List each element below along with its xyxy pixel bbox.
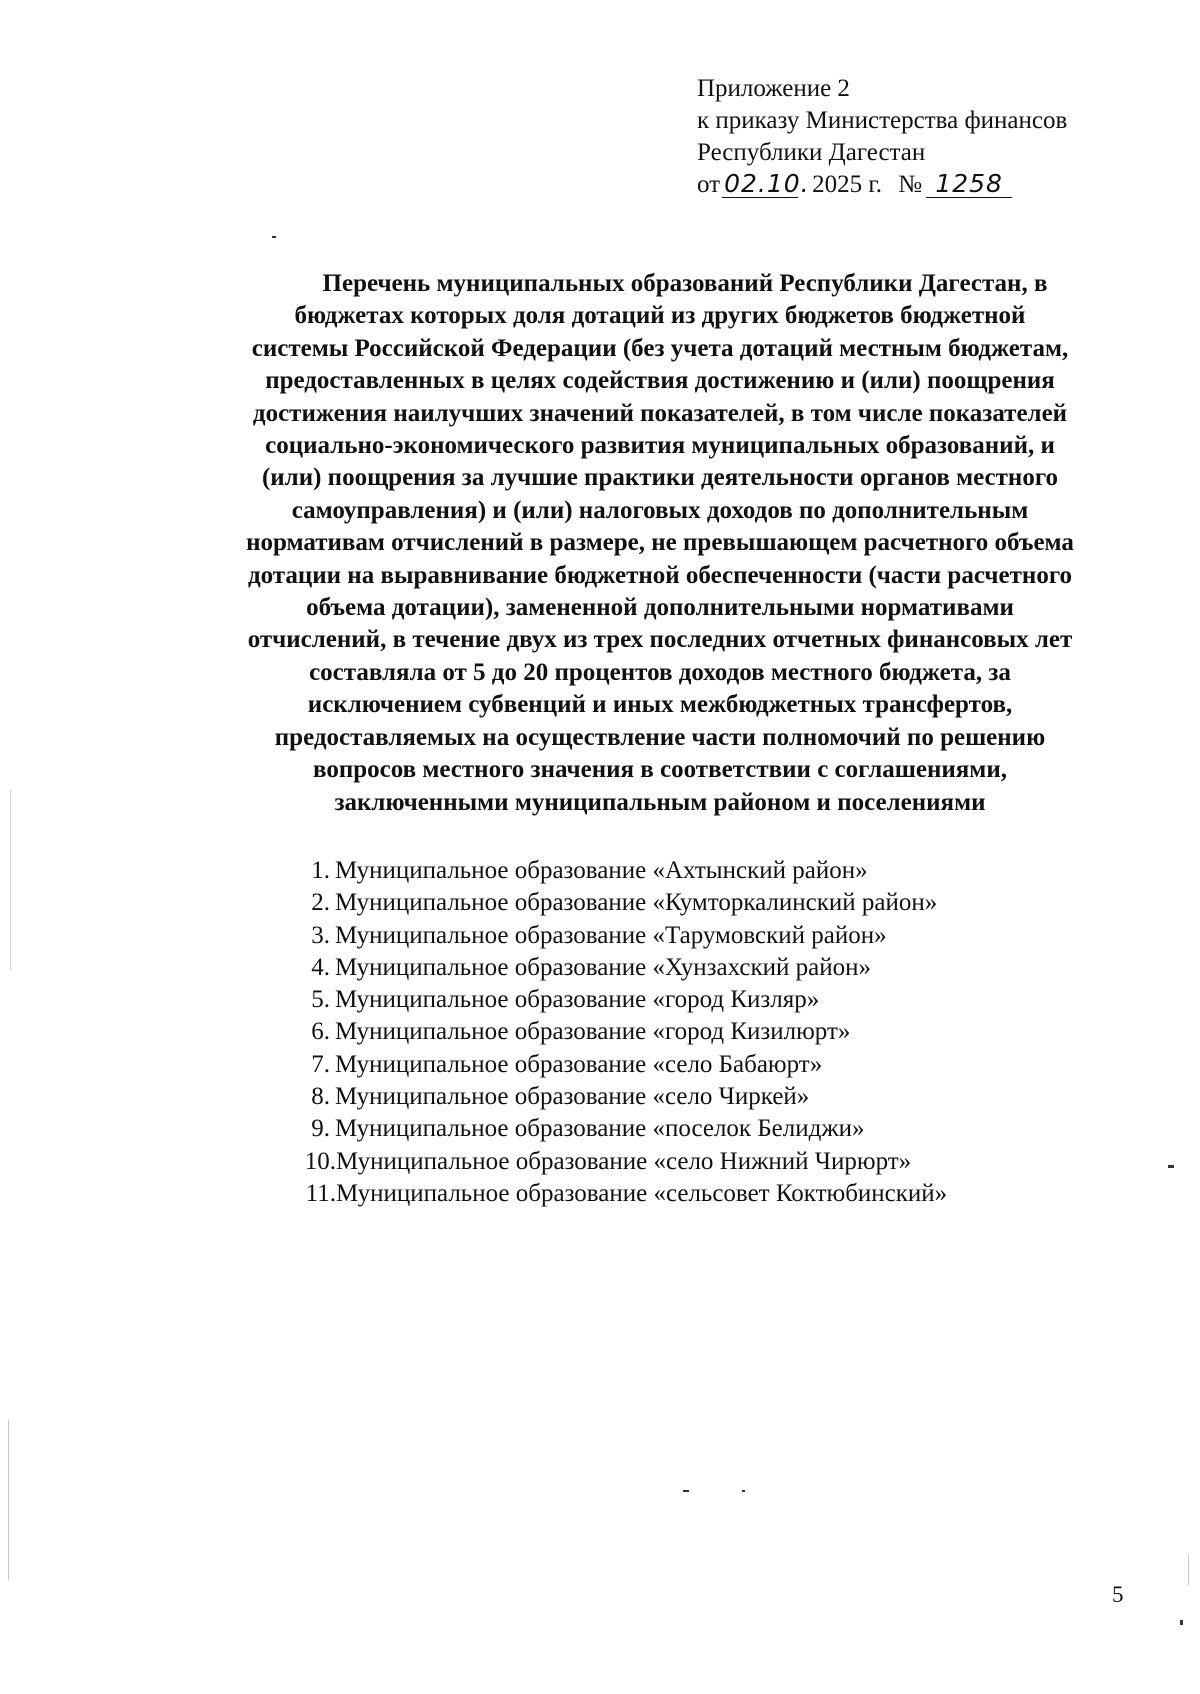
list-item [300,984,1160,1016]
list-item-text: Муниципальное образование «Кумторкалинский район» [335,889,938,917]
appendix-title: Приложение 2 [697,75,850,102]
handwritten-order-number: 1258 [926,171,1012,198]
title-line: вопросов местного значения в соответствии с соглашениями, [313,756,1007,784]
page-number: 5 [1112,1582,1124,1607]
list-item-number: 10. [304,1147,336,1175]
list-item-text: Муниципальное образование «Хунзахский район» [335,953,872,981]
list-item [300,1016,1160,1048]
list-item [300,855,1160,887]
list-item-text: Муниципальное образование «село Нижний Чирюрт» [336,1147,912,1175]
appendix-date-line [697,169,1157,201]
list-item-number: 4. [311,953,330,981]
list-item-number: 2. [311,889,330,917]
title-line: самоуправления) и (или) налоговых доходов по дополнительным [291,496,1029,524]
title-line: (или) поощрения за лучшие практики деятельности органов местного [261,464,1059,492]
number-sign: № [898,171,923,198]
scan-edge-line [8,1420,9,1580]
list-item [300,887,1160,919]
list-item-text: Муниципальное образование «город Кизилюрт» [335,1018,851,1046]
list-item [300,952,1160,984]
document-title [180,268,1140,819]
scan-speck [742,1490,745,1492]
appendix-republic-line: Республики Дагестан [697,139,926,166]
scan-speck [1168,1165,1174,1168]
handwritten-date: 02.10. [724,169,810,198]
title-line: исключением субвенций и иных межбюджетных трансфертов, [307,691,1013,719]
list-item [300,1049,1160,1081]
title-line: социально-экономического развития муниципальных образований, и [265,432,1055,460]
title-line: предоставляемых на осуществление части полномочий по решению [274,723,1046,751]
date-prefix: от [697,171,721,198]
list-item-text: Муниципальное образование «село Чиркей» [335,1083,810,1111]
list-item-number: 8. [311,1083,330,1111]
title-line: достижения наилучших значений показателей, в том числе показателей [252,399,1068,427]
title-line: заключенными муниципальным районом и поселениями [334,788,986,816]
scan-speck [272,236,276,238]
scan-speck [1180,1620,1183,1625]
scan-edge-line [1188,1555,1189,1585]
appendix-header [697,73,1157,201]
title-line: нормативам отчислений в размере, не превышающем расчетного объема [246,529,1074,557]
list-item-text: Муниципальное образование «Тарумовский район» [335,921,887,949]
list-item [300,1113,1160,1145]
scan-speck [683,1490,689,1492]
list-item-number: 6. [311,1018,330,1046]
scan-edge-line [10,790,11,970]
title-line: системы Российской Федерации (без учета дотаций местным бюджетам, [251,334,1069,362]
list-item-text: Муниципальное образование «Ахтынский район» [335,857,868,884]
list-item-number: 7. [311,1050,330,1078]
list-item-text: Муниципальное образование «село Бабаюрт» [335,1050,823,1078]
list-item-number: 11. [305,1179,336,1207]
year: 2025 г. [812,171,883,198]
list-item-text: Муниципальное образование «сельсовет Коктюбинский» [336,1179,948,1207]
list-item [300,1178,1160,1210]
list-item-number: 3. [311,921,330,949]
title-line: объема дотации), замененной дополнительными нормативами [306,594,1014,622]
list-item [300,1081,1160,1113]
appendix-order-line: к приказу Министерства финансов [697,107,1068,134]
title-line: бюджетах которых доля дотаций из других бюджетов бюджетной [294,302,1026,330]
list-item [300,1146,1160,1178]
list-item-number: 5. [311,986,330,1014]
title-line: Перечень муниципальных образований Республики Дагестан, в [322,270,1048,297]
list-item-text: Муниципальное образование «поселок Белиджи» [335,1115,865,1143]
list-item-text: Муниципальное образование «город Кизляр» [335,986,820,1014]
title-line: отчислений, в течение двух из трех последних отчетных финансовых лет [247,626,1073,654]
list-item-number: 1. [311,857,330,884]
list-item [300,920,1160,952]
municipality-list [300,855,1160,1210]
title-line: составляла от 5 до 20 процентов доходов местного бюджета, за [309,658,1011,686]
title-line: предоставленных в целях содействия достижению и (или) поощрения [265,367,1055,395]
list-item-number: 9. [311,1115,330,1143]
title-line: дотации на выравнивание бюджетной обеспеченности (части расчетного [247,561,1073,589]
